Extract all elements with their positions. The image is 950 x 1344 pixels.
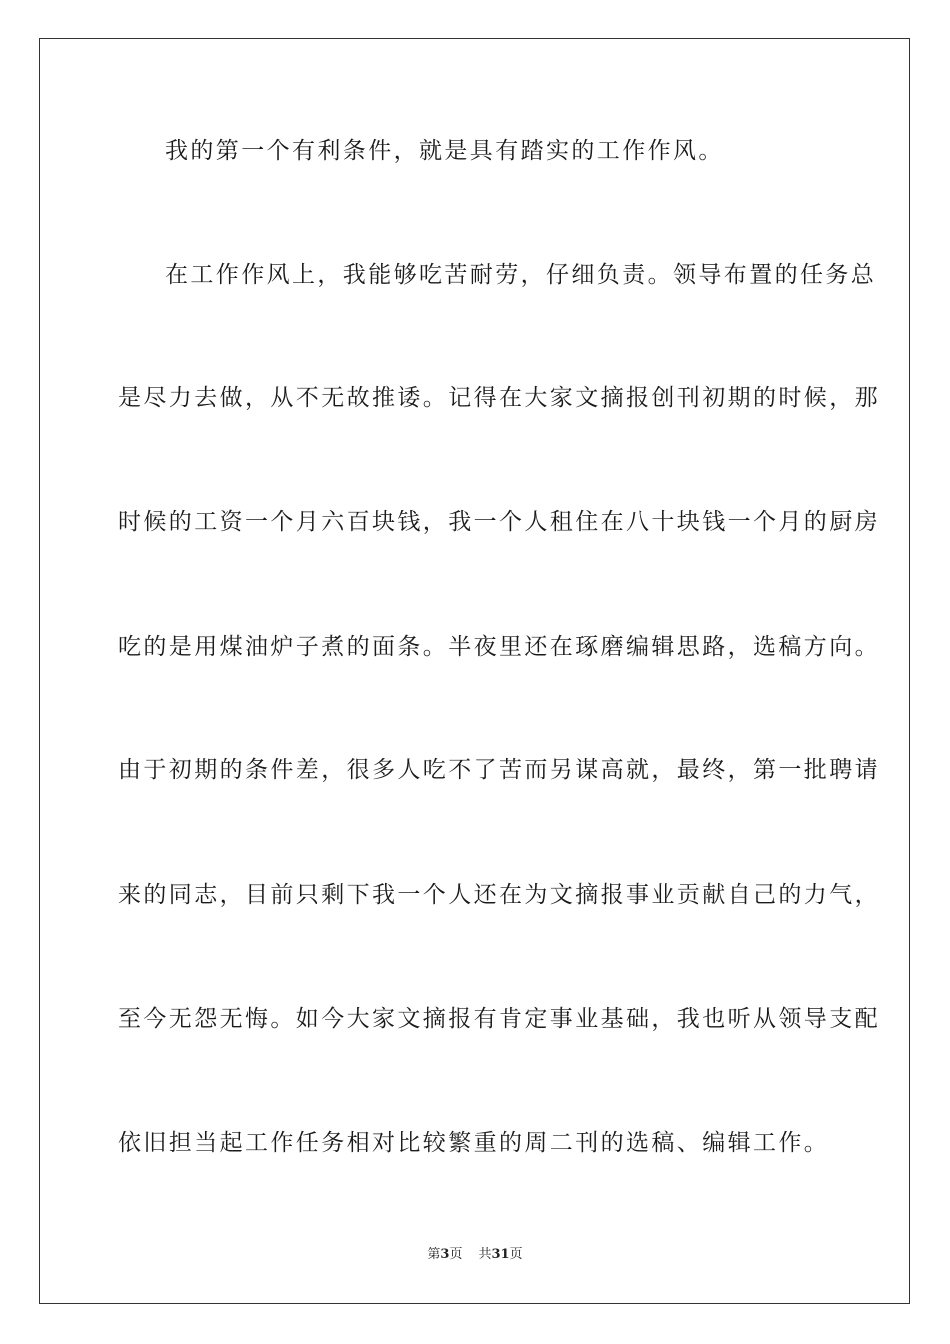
page-prefix: 第 bbox=[427, 1247, 441, 1262]
paragraph-line: 来的同志，目前只剩下我一个人还在为文摘报事业贡献自己的力气， bbox=[118, 882, 880, 908]
paragraph-line: 由于初期的条件差，很多人吃不了苦而另谋高就，最终，第一批聘请 bbox=[118, 757, 880, 783]
paragraph-line: 至今无怨无悔。如今大家文摘报有肯定事业基础，我也听从领导支配 bbox=[118, 1006, 880, 1032]
page-number: 3 bbox=[440, 1247, 450, 1262]
page-suffix: 页 bbox=[449, 1247, 463, 1262]
paragraph-line: 是尽力去做，从不无故推诿。记得在大家文摘报创刊初期的时候，那 bbox=[118, 385, 880, 411]
paragraph-line: 时候的工资一个月六百块钱，我一个人租住在八十块钱一个月的厨房 bbox=[118, 509, 880, 535]
total-prefix: 共 bbox=[478, 1247, 492, 1262]
total-pages: 31 bbox=[491, 1247, 510, 1262]
page-footer bbox=[0, 1246, 950, 1264]
total-suffix: 页 bbox=[509, 1247, 523, 1262]
paragraph-line: 依旧担当起工作任务相对比较繁重的周二刊的选稿、编辑工作。 bbox=[118, 1130, 830, 1156]
paragraph-line: 在工作作风上，我能够吃苦耐劳，仔细负责。领导布置的任务总 bbox=[165, 262, 877, 288]
page-border bbox=[39, 38, 910, 1304]
paragraph-line: 我的第一个有利条件，就是具有踏实的工作作风。 bbox=[165, 138, 724, 164]
paragraph-line: 吃的是用煤油炉子煮的面条。半夜里还在琢磨编辑思路，选稿方向。 bbox=[118, 634, 880, 660]
